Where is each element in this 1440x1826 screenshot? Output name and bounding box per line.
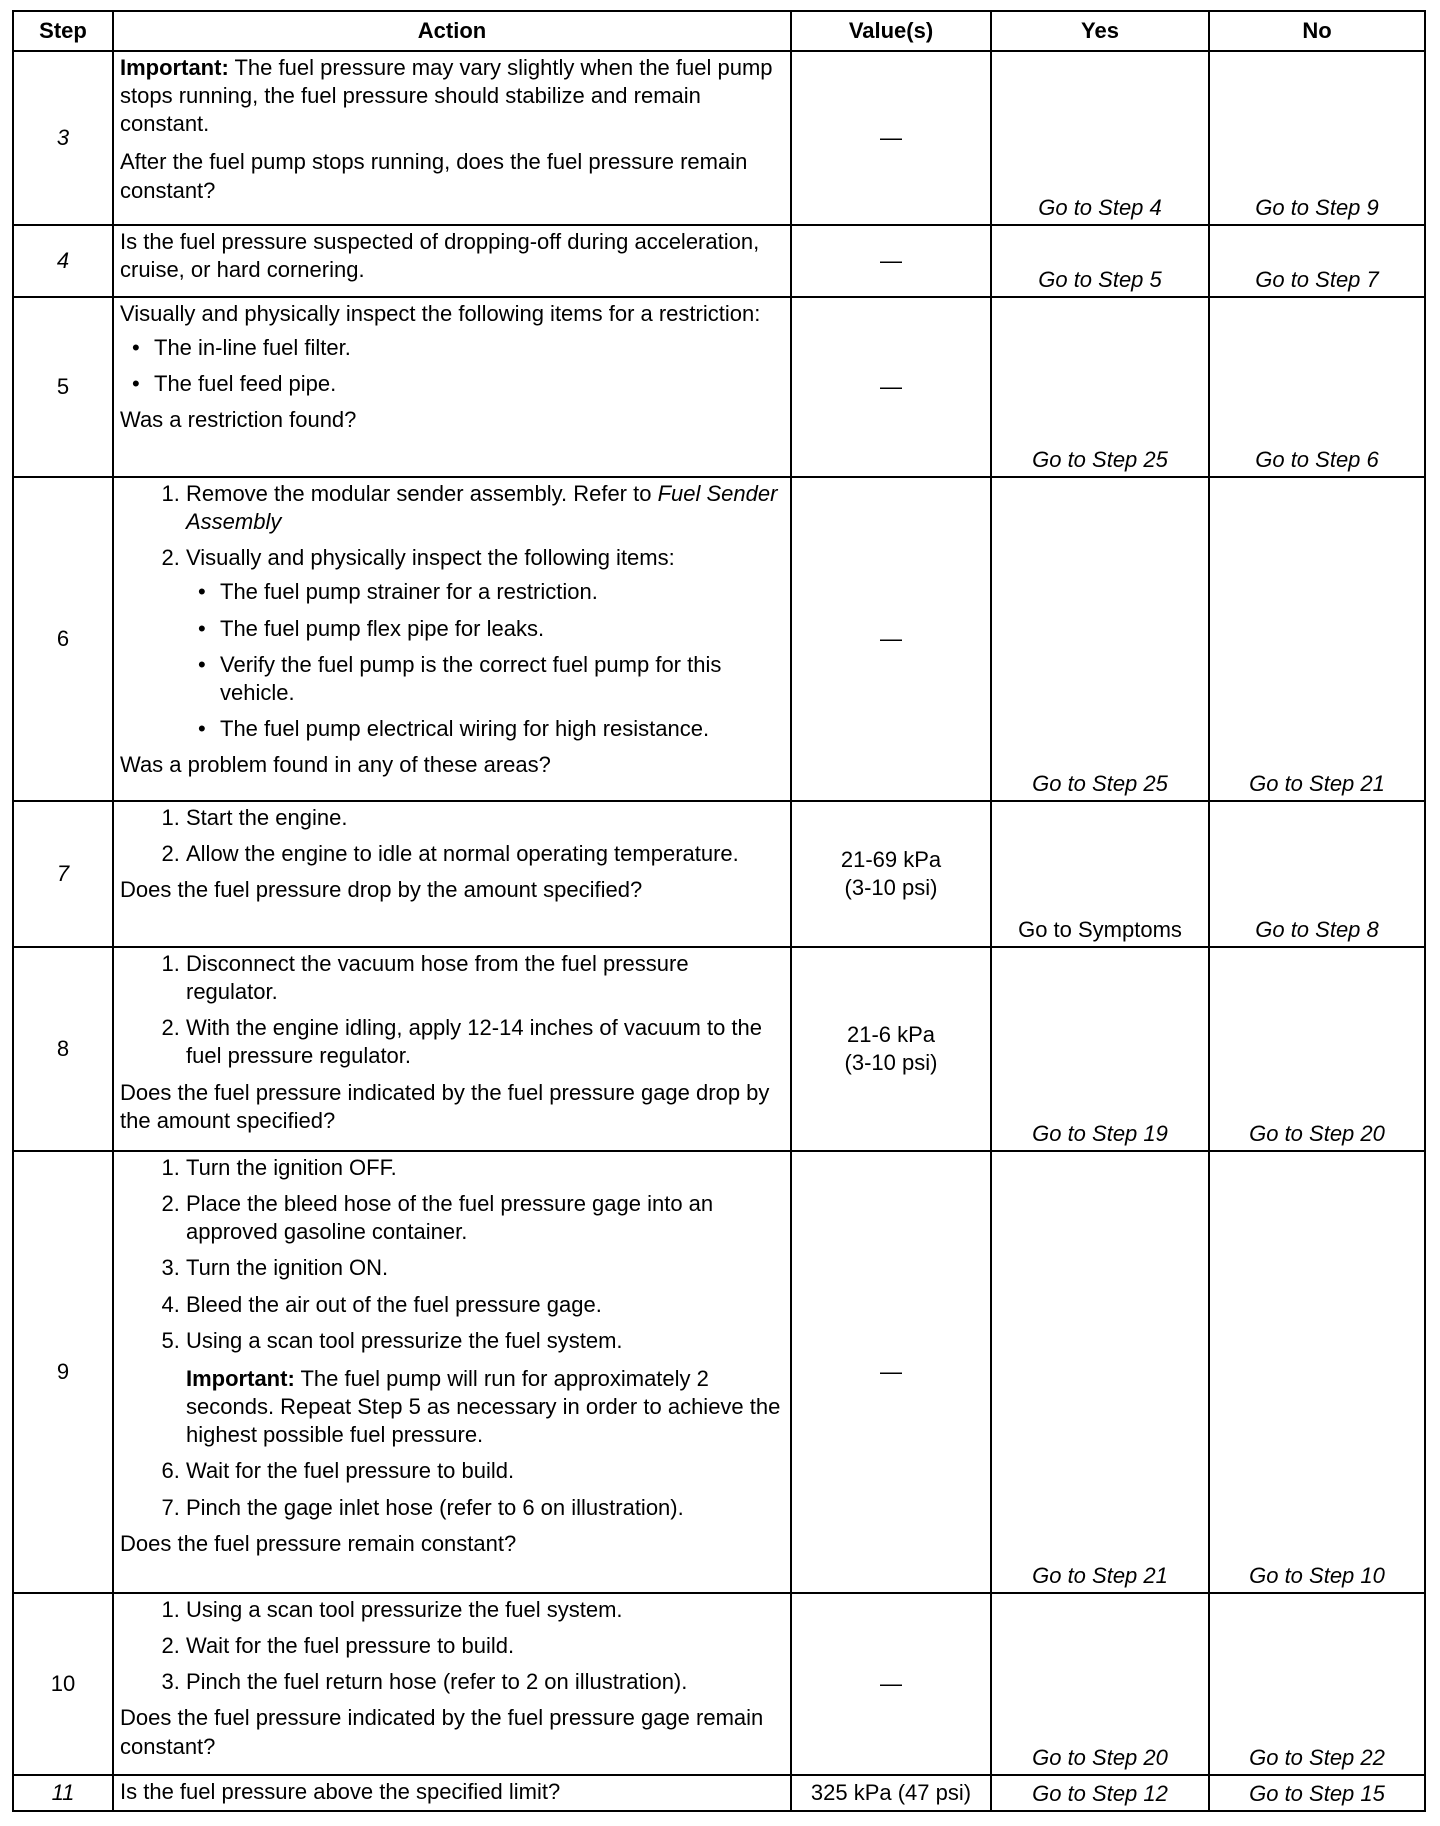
important-label: Important: <box>186 1365 295 1391</box>
list-item: • The fuel pump strainer for a restriction. <box>220 578 784 606</box>
numbered-list <box>120 480 784 743</box>
no-link[interactable]: Go to Step 20 <box>1209 947 1425 1151</box>
list-item: 6. Wait for the fuel pressure to build. <box>186 1457 784 1485</box>
value-cell <box>791 51 991 225</box>
step-number: 3 <box>13 51 113 225</box>
action-cell <box>113 1151 791 1593</box>
table-row <box>13 801 1425 947</box>
list-item: 2. Place the bleed hose of the fuel pressure gage into an approved gasoline container. <box>186 1190 784 1246</box>
no-link[interactable]: Go to Step 10 <box>1209 1151 1425 1593</box>
value-dash: — <box>880 373 902 399</box>
list-item <box>186 1327 784 1450</box>
value-kpa: 21-69 kPa <box>840 846 942 872</box>
yes-link[interactable]: Go to Step 5 <box>991 225 1209 297</box>
yes-link[interactable]: Go to Step 21 <box>991 1151 1209 1593</box>
item-text: Using a scan tool pressurize the fuel system. <box>186 1327 623 1353</box>
action-cell <box>113 477 791 801</box>
item-text: Remove the modular sender assembly. Refer to <box>186 481 658 506</box>
action-cell <box>113 297 791 477</box>
step-number: 7 <box>13 801 113 947</box>
bullet-list <box>120 334 784 398</box>
header-values: Value(s) <box>791 11 991 51</box>
important-label: Important: <box>120 55 229 80</box>
table-row <box>13 1775 1425 1811</box>
value-dash: — <box>880 247 902 273</box>
bullet-list <box>186 578 784 743</box>
list-item: 3. Turn the ignition ON. <box>186 1254 784 1282</box>
table-row <box>13 297 1425 477</box>
list-item: 1. Turn the ignition OFF. <box>186 1154 784 1182</box>
table-row <box>13 225 1425 297</box>
no-link[interactable]: Go to Step 9 <box>1209 51 1425 225</box>
table-row <box>13 1593 1425 1775</box>
value-cell <box>791 297 991 477</box>
list-item: • The fuel pump electrical wiring for high resistance. <box>220 715 784 743</box>
value-psi: (3-10 psi) <box>844 1050 938 1075</box>
no-link[interactable]: Go to Step 7 <box>1209 225 1425 297</box>
step-number: 9 <box>13 1151 113 1593</box>
list-item: 7. Pinch the gage inlet hose (refer to 6 on illustration). <box>186 1494 784 1522</box>
value-cell <box>791 477 991 801</box>
table-row <box>13 51 1425 225</box>
yes-link[interactable]: Go to Step 12 <box>991 1775 1209 1811</box>
yes-link[interactable]: Go to Step 4 <box>991 51 1209 225</box>
step-number: 4 <box>13 225 113 297</box>
header-action: Action <box>113 11 791 51</box>
action-cell <box>113 1593 791 1775</box>
list-item: • Verify the fuel pump is the correct fuel pump for this vehicle. <box>220 651 784 707</box>
no-link[interactable]: Go to Step 8 <box>1209 801 1425 947</box>
table-row <box>13 1151 1425 1593</box>
step-number: 11 <box>13 1775 113 1811</box>
table-row <box>13 477 1425 801</box>
step-number: 5 <box>13 297 113 477</box>
reference-link[interactable]: Fuel Sender Assembly <box>186 481 778 535</box>
instruction-text: Visually and physically inspect the following items for a restriction: <box>120 301 761 326</box>
list-item: • The fuel feed pipe. <box>154 370 784 398</box>
numbered-list <box>120 804 784 868</box>
yes-link[interactable]: Go to Step 25 <box>991 297 1209 477</box>
list-item: 4. Bleed the air out of the fuel pressure gage. <box>186 1291 784 1319</box>
important-note <box>186 1365 784 1449</box>
list-item: 1. Start the engine. <box>186 804 784 832</box>
question-text: Is the fuel pressure above the specified limit? <box>120 1779 561 1804</box>
question-text: Does the fuel pressure indicated by the fuel pressure gage drop by the amount specified? <box>120 1079 770 1133</box>
value-cell <box>791 1593 991 1775</box>
action-cell <box>113 225 791 297</box>
no-link[interactable]: Go to Step 6 <box>1209 297 1425 477</box>
action-cell <box>113 1775 791 1811</box>
item-text: Visually and physically inspect the following items: <box>186 545 675 571</box>
value-cell <box>791 1151 991 1593</box>
question-text: Does the fuel pressure drop by the amount specified? <box>120 877 643 903</box>
value-cell <box>791 801 991 947</box>
diagnostic-table <box>12 10 1426 1812</box>
step-number: 10 <box>13 1593 113 1775</box>
step-number: 6 <box>13 477 113 801</box>
table-row <box>13 947 1425 1151</box>
important-note <box>120 54 784 138</box>
action-cell <box>113 51 791 225</box>
step-number: 8 <box>13 947 113 1151</box>
value-psi: (3-10 psi) <box>844 875 938 900</box>
action-cell <box>113 801 791 947</box>
list-item: 1. Using a scan tool pressurize the fuel system. <box>186 1596 784 1624</box>
question-text: Was a restriction found? <box>120 407 357 433</box>
value-cell <box>791 225 991 297</box>
question-text: Was a problem found in any of these areas? <box>120 752 551 778</box>
value-dash: — <box>880 1670 902 1696</box>
question-text: After the fuel pump stops running, does the fuel pressure remain constant? <box>120 149 748 203</box>
yes-link[interactable]: Go to Step 19 <box>991 947 1209 1151</box>
header-step: Step <box>13 11 113 51</box>
list-item <box>186 544 784 743</box>
list-item: • The fuel pump flex pipe for leaks. <box>220 615 784 643</box>
value-cell <box>791 947 991 1151</box>
list-item: • The in-line fuel filter. <box>154 334 784 362</box>
list-item: 2. Allow the engine to idle at normal operating temperature. <box>186 840 784 868</box>
action-cell <box>113 947 791 1151</box>
question-text: Does the fuel pressure indicated by the fuel pressure gage remain constant? <box>120 1705 764 1759</box>
no-link[interactable]: Go to Step 21 <box>1209 477 1425 801</box>
important-text: The fuel pressure may vary slightly when the fuel pump stops running, the fuel pressure should stabilize and remain constant. <box>120 55 773 137</box>
header-row <box>13 11 1425 51</box>
list-item: 3. Pinch the fuel return hose (refer to 2 on illustration). <box>186 1668 784 1696</box>
list-item: 1. Disconnect the vacuum hose from the fuel pressure regulator. <box>186 950 784 1006</box>
list-item: 2. With the engine idling, apply 12-14 inches of vacuum to the fuel pressure regulator. <box>186 1014 784 1070</box>
numbered-list <box>120 1596 784 1696</box>
no-link[interactable]: Go to Step 22 <box>1209 1593 1425 1775</box>
header-no: No <box>1209 11 1425 51</box>
important-text: The fuel pump will run for approximately 2 seconds. Repeat Step 5 as necessary in order to achieve the highest possible fuel pressure. <box>186 1365 781 1448</box>
value-cell: 325 kPa (47 psi) <box>791 1775 991 1811</box>
list-item <box>186 480 784 536</box>
numbered-list <box>120 950 784 1071</box>
list-item: 2. Wait for the fuel pressure to build. <box>186 1632 784 1660</box>
no-link[interactable]: Go to Step 15 <box>1209 1775 1425 1811</box>
value-dash: — <box>880 1358 902 1384</box>
value-dash: — <box>880 625 902 651</box>
numbered-list <box>120 1154 784 1522</box>
value-dash: — <box>880 124 902 150</box>
question-text: Is the fuel pressure suspected of dropping-off during acceleration, cruise, or hard cornering. <box>120 229 760 283</box>
yes-link[interactable]: Go to Step 20 <box>991 1593 1209 1775</box>
yes-link[interactable]: Go to Step 25 <box>991 477 1209 801</box>
value-kpa: 21-6 kPa <box>846 1021 936 1047</box>
question-text: Does the fuel pressure remain constant? <box>120 1530 517 1556</box>
header-yes: Yes <box>991 11 1209 51</box>
yes-link[interactable]: Go to Symptoms <box>991 801 1209 947</box>
